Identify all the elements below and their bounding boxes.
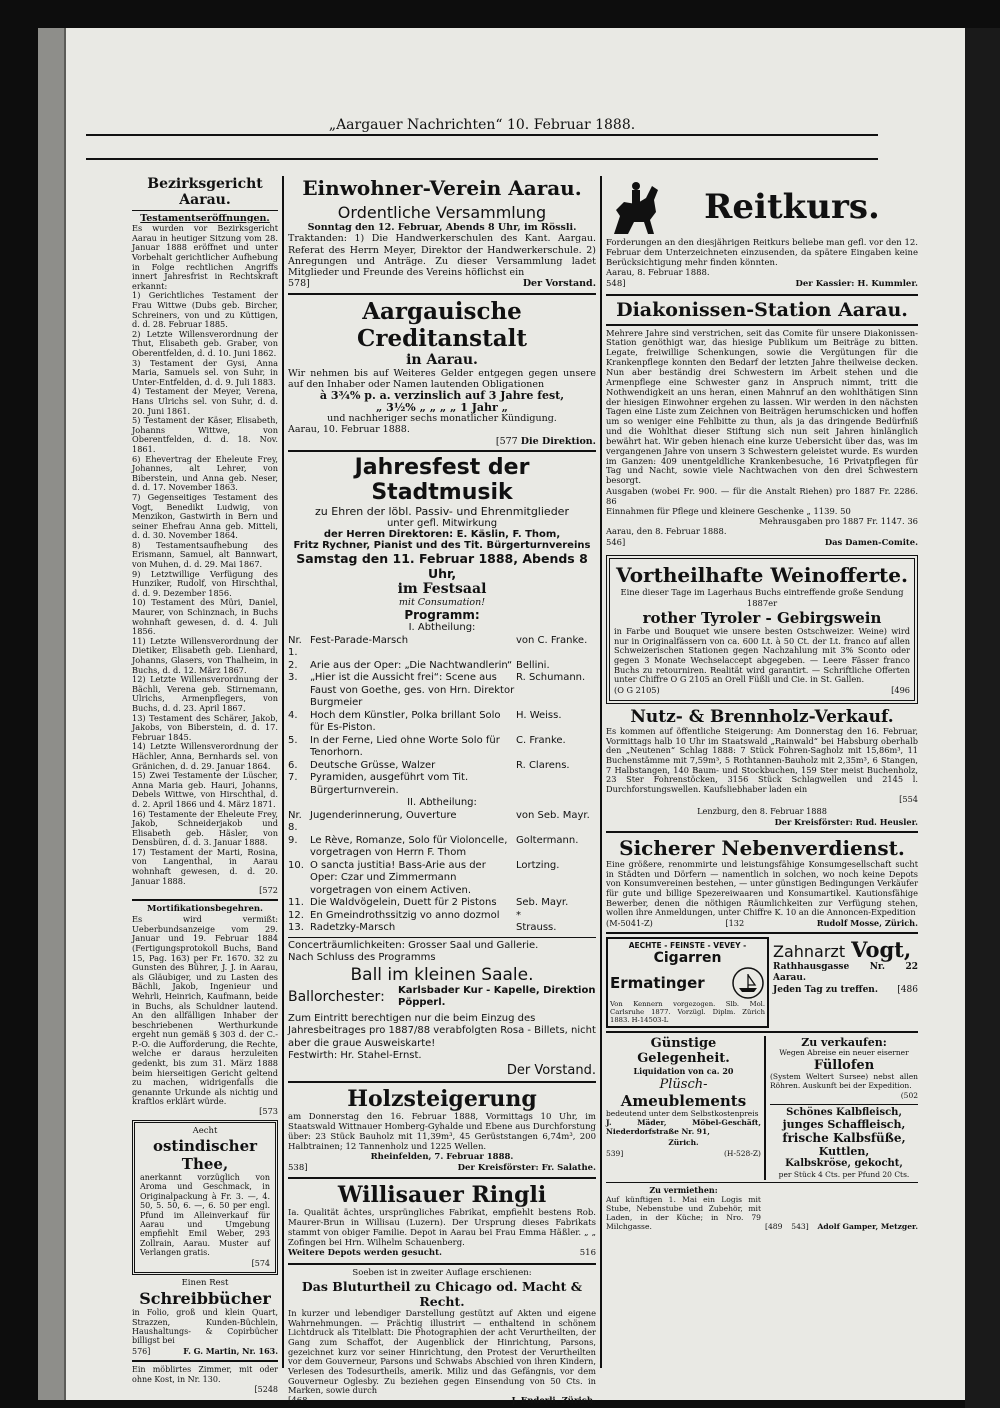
verkaufen-ad xyxy=(770,1036,918,1180)
thee-title: ostindischer Thee, xyxy=(152,1136,258,1173)
nebenverdienst-title: Sicherer Nebenverdienst. xyxy=(619,836,905,861)
cigarren-ad xyxy=(606,937,769,1028)
programm-row xyxy=(288,860,596,898)
ref-516: 516 xyxy=(579,1248,596,1259)
diakonissen-text: Mehrere Jahre sind verstrichen, seit das Comite für unsere Diakonissen-Station genöthigt war, das hiesige Publikum um Beiträge zu bitten. Legate, freiwillige Schenkungen, sowie die Vergütungen für die Krankenpflege konnten den Bedarf der letzten Jahre theilweise decken. Nun aber beständig drei Schwestern im Arbeit stehen und die Armenpflege eine Schwester ganz in Anspruch nimmt, tritt die Nothwendigkeit an uns heran, einen Mahnruf an den wohlthätigen Sinn der hiesigen Einwohner ergehen zu lassen. Wir werden in den nächsten Tagen eine Liste zum Zeichnen von Beiträgen herumschicken und hoffen um so weniger eine Fehlbitte zu thun, als ja das dringende Bedürfniß und die Wohlthat dieser Stiftung sich nun seit Jahren hinlänglich bewährt hat. Wir geben hienach eine kurze Uebersicht über das, was im vergangenen Jahre von unsern 3 Schwestern geleistet wurde. Es wurden im Ganzen: 409 unentgeldliche Krankenbesuche, 16 Privatpflegen für Tag und Nacht, sowie viele Nachtwachen von den drei Schwestern besorgt. xyxy=(606,327,918,486)
einwohnerverein-text: Traktanden: 1) Die Handwerkerschulen des Kant. Aargau. Referat des Herrn Meyer, Direktor der Handwerkerschule. 2) Anregungen und Anträge. Zu dieser Versammlung ladet Mitglieder und Freunde des Vereins höflichst ein xyxy=(288,233,596,279)
schreib-signature: F. G. Martin, Nr. 163. xyxy=(183,1345,278,1356)
blutur-text: In kurzer und lebendiger Darstellung gestützt auf Akten und eigene Wahrnehmungen. — Prächtig illustrirt — enthaltend in schönem Lichtdruck als Titelblatt: Die Photographien der acht Verurtheilten, der Gang zum Schaffot, der Augenblick der Hinrichtung, Parsons, gezeichnet kurz vor seiner Hinrichtung, den Protest der Verurtheilten vor dem Gouverneur, Parsons und Schwabs Abschied von ihren Kindern, Verlesen des Todesurtheils, amerik. Miliz und das Gefängnis, vor dem Gouverneur Oglesby. Zu beziehen gegen Einsendung von 50 Cts. in Marken, sowie durch xyxy=(288,1307,596,1396)
programm-row xyxy=(288,635,596,660)
programm-row xyxy=(288,835,596,860)
next-page-edge xyxy=(965,28,1000,1408)
stadtmusik-sub-1: zu Ehren der löbl. Passiv- und Ehrenmitglieder xyxy=(315,504,569,518)
stadtmusik-sub-4: Fritz Rychner, Pianist und des Tit. Bürgerturnvereins xyxy=(293,539,591,551)
creditanstalt-text-2: und nachheriger sechs monatlicher Kündigung. xyxy=(327,412,557,424)
horse-rider-icon xyxy=(606,176,666,238)
kalbfleisch-line-2: junges Schaffleisch, xyxy=(782,1117,906,1131)
ref-554: [554 xyxy=(899,794,918,805)
programm-number: 7. xyxy=(288,772,298,784)
brennholz-signature: Der Kreisförster: Rud. Heusler. xyxy=(774,816,918,827)
column-1 xyxy=(132,176,278,1394)
thee-ad xyxy=(132,1120,278,1275)
programm-composer xyxy=(516,772,596,797)
creditanstalt-title: Aargauische Creditanstalt xyxy=(357,297,527,352)
weinofferte-text-1: Eine dieser Tage im Lagerhaus Buchs eintreffende große Sendung 1887er xyxy=(620,586,904,608)
vermiethen-text: Auf künftigen 1. Mai ein Logis mit Stube, Nebenstube und Zubehör, mit Laden, in der Küche; in Nro. 79 Milchgasse. xyxy=(606,1195,761,1232)
ref-496: [496 xyxy=(891,684,910,695)
programm-list-1 xyxy=(288,635,596,798)
testament-item: 17) Testament der Marti, Rosina, von Langenthal, in Aarau wohnhaft gewesen, d. d. 20. Januar 1888. xyxy=(132,846,278,886)
programm-number: 13. xyxy=(288,922,304,934)
creditanstalt-date: Aarau, 10. Februar 1888. xyxy=(288,424,410,436)
verkaufen-text-2: (System Weltert Sursee) nebst allen Röhren. Auskunft bei der Expedition. xyxy=(770,1071,918,1090)
ball-title: Ball im kleinen Saale. xyxy=(350,964,534,985)
programm-work: En Gmeindrothssitzig vo anno dozmol xyxy=(310,909,500,921)
zahnarzt-label: Zahnarzt xyxy=(773,942,846,962)
testament-item: 8) Testamentsaufhebung des Erismann, Samuel, alt Bannwart, von Muhen, d. d. 29. Mai 1867. xyxy=(132,539,278,570)
programm-row xyxy=(288,772,596,797)
testament-item: 14) Letzte Willensverordnung der Hächler, Anna, Bernhards sel. von Gränichen, d. d. 29. Januar 1864. xyxy=(132,741,278,771)
entry-text: Zum Eintritt berechtigen nur die beim Einzug des Jahresbeitrages pro 1887/88 verabfolgten Rosa - Billets, nicht aber die graue Ausweiskarte! xyxy=(288,1012,596,1049)
schreib-top: Einen Rest xyxy=(181,1277,229,1288)
testament-item: 12) Letzte Willensverordnung der Bächli, Verena geb. Stirnemann, Ulrichs, Armenpflegers, von Buchs, d. d. 23. April 1867. xyxy=(132,674,278,713)
zimmer-text: Ein möblirtes Zimmer, mit oder ohne Kost, in Nr. 130. xyxy=(132,1365,278,1384)
testament-item: 13) Testament des Schärer, Jakob, Jakobs, von Biberstein, d. d. 17. Februar 1845. xyxy=(132,712,278,742)
ref-132: [132 xyxy=(725,917,745,928)
testament-item: 5) Testament der Käser, Elisabeth, Johanns Wittwe, von Oberentfelden, d. d. 18. Nov. 1861. xyxy=(132,415,278,454)
programm-number: 3. xyxy=(288,672,298,684)
programm-row xyxy=(288,810,596,835)
diakonissen-einnahmen: Einnahmen für Pflege und kleinere Geschenke „ 1139. 50 xyxy=(606,506,851,517)
vermiethen-ad xyxy=(606,1185,761,1232)
gelegenheit-amb: Ameublements xyxy=(620,1092,747,1111)
ref-489: [489 xyxy=(765,1221,783,1231)
ref-m5041z: (M-5041-Z) xyxy=(606,917,653,928)
kalbfleisch-line-4: Kuttlen, xyxy=(818,1144,870,1158)
weinofferte-ad xyxy=(606,555,918,704)
schreib-text: in Folio, groß und klein Quart, Strazzen, Kunden-Büchlein, Haushaltungs- & Copirbücher billigst bei xyxy=(132,1308,278,1346)
programm-number: 2. xyxy=(288,659,298,671)
ringli-text: Ia. Qualität ächtes, ursprüngliches Fabrikat, empfiehlt bestens Rob. Maurer-Brun in Willisau (Luzern). Der Ursprung dieses Fabrikats stammt von obiger Familie. Depot in Aarau bei Frau Emma Häßler. „ „ Zofingen bei Hrn. Wilhelm Schauenberg. xyxy=(288,1208,596,1249)
programm-work: Le Rève, Romanze, Solo für Violoncelle, vorgetragen von Herrn F. Thom xyxy=(310,834,508,859)
programm-row xyxy=(288,760,596,773)
thee-top: Aecht xyxy=(192,1125,218,1136)
programm-number: 5. xyxy=(288,734,298,746)
programm-work: Radetzky-Marsch xyxy=(310,922,396,934)
programm-number: Nr. 1. xyxy=(288,634,302,659)
ref-502: (502 xyxy=(900,1091,918,1101)
ringli-title: Willisauer Ringli xyxy=(337,1182,547,1209)
programm-composer: von C. Franke. xyxy=(516,634,588,646)
kalbfleisch-line-5: Kalbskröse, gekocht, xyxy=(785,1157,903,1169)
newspaper-header: „Aargauer Nachrichten“ 10. Februar 1888. xyxy=(328,117,636,133)
ref-539: 539] xyxy=(606,1149,624,1159)
programm-work: Hoch dem Künstler, Polka brillant Solo für Es-Piston. xyxy=(310,709,501,734)
diakonissen-date: Aarau, den 8. Februar 1888. xyxy=(606,526,727,537)
weinofferte-text-2: in Farbe und Bouquet wie unsere besten Ostschweizer. Weine) wird nur in Originalfässern von ca. 600 Lt. à 50 Ct. der Lt. franco auf allen Schweizerischen Stationen gegen Nachzahlung mit 3% Sconto oder gegen 3 Monate Wechselaccept abgegeben. — Leere Fässer franco Buchs zu retourniren. Realität wird garantirt. — Schriftliche Offerten unter Chiffre O G 2105 an Orell Füßli und Cie. in St. Gallen. xyxy=(614,626,910,685)
programm-row xyxy=(288,660,596,673)
blutur-top: Soeben ist in zweiter Auflage erschienen: xyxy=(352,1267,532,1278)
stadtmusik-place: im Festsaal xyxy=(397,580,487,597)
verkaufen-ofen: Füllofen xyxy=(813,1057,875,1073)
testament-item: 7) Gegenseitiges Testament des Vogt, Benedikt Ludwig, von Menzikon, Gastwirth in Bern und seiner Ehefrau Anna geb. Mitteli, d. d. 30. November 1864. xyxy=(132,491,278,541)
programm-list-2 xyxy=(288,810,596,935)
nebenverdienst-text: Eine größere, renommirte und leistungsfähige Konsumgesellschaft sucht in Städten und Dörfern — namentlich in solchen, wo noch keine Depots von Konsumvereinen bestehen, — unter günstigen Bedingungen Verkäufer für gute und billige Spezereiwaaren und Konsumartikel. Kautionsfähige Bewerber, denen die nöthigen Räumlichkeiten zur Verfügung stehen, wollen ihre Anmeldungen, unter Chiffre K. 10 an die Annoncen-Expedition xyxy=(606,859,918,918)
blutur-signature: J. Enderli, Zürich. xyxy=(511,1396,596,1407)
stadtmusik-title: Jahresfest der Stadtmusik xyxy=(354,454,530,505)
creditanstalt-text: Wir nehmen bis auf Weiteres Gelder entgegen gegen unsere auf den Inhaber oder Namen lautenden Obligationen xyxy=(288,367,596,391)
programm-work: Die Waldvögelein, Duett für 2 Pistons xyxy=(310,897,497,909)
gelegenheit-text: Liquidation von ca. 20 xyxy=(633,1066,734,1077)
diakonissen-signature: Das Damen-Comite. xyxy=(824,537,918,548)
programm-composer: R. Schumann. xyxy=(516,672,586,684)
zahnarzt-name: Vogt, xyxy=(851,937,912,963)
gelegenheit-title: Günstige Gelegenheit. xyxy=(637,1036,730,1067)
programm-title: Programm: xyxy=(404,608,480,623)
einwohnerverein-title: Einwohner-Verein Aarau. xyxy=(302,176,582,200)
ref-548: 548] xyxy=(606,279,626,290)
reitkurs-signature: Der Kassier: H. Kummler. xyxy=(795,279,918,290)
ref-577: [577 xyxy=(495,435,518,447)
creditanstalt-sub: in Aarau. xyxy=(406,351,478,368)
gelegenheit-firm: J. Mäder, Möbel-Geschäft, Niederdorfstraße Nr. 91, xyxy=(606,1118,761,1136)
ballorchester-name: Karlsbader Kur - Kapelle, Direktion Pöpperl. xyxy=(398,984,596,1009)
programm-composer: Strauss. xyxy=(516,922,557,934)
programm-composer: von Seb. Mayr. xyxy=(516,809,590,821)
einwohnerverein-date: Sonntag den 12. Februar, Abends 8 Uhr, im Rössli. xyxy=(307,222,577,233)
programm-composer: C. Franke. xyxy=(516,734,566,746)
creditanstalt-rate-2: „ 3½% „ „ „ „ 1 Jahr „ xyxy=(376,400,508,414)
page-spine xyxy=(38,28,66,1400)
holzsteigerung-title: Holzsteigerung xyxy=(347,1085,537,1112)
stadtmusik-sub-3: der Herren Direktoren: E. Käslin, F. Thom, xyxy=(323,528,561,540)
programm-work: Fest-Parade-Marsch xyxy=(310,634,409,646)
creditanstalt-signature: Die Direktion. xyxy=(520,435,596,447)
gelegenheit-city: Zürich. xyxy=(668,1137,699,1147)
ringli-footer: Weitere Depots werden gesucht. xyxy=(288,1248,442,1259)
weinofferte-name: rother Tyroler - Gebirgswein xyxy=(642,609,882,628)
programm-work: Pyramiden, ausgeführt vom Tit. Bürgerturnverein. xyxy=(310,772,469,796)
testament-item: 16) Testamente der Eheleute Frey, Jakob, Schneiderjakob und Elisabeth geb. Häsler, von Densbüren, d. d. 3. Januar 1888. xyxy=(132,808,278,848)
stadtmusik-sub-2: unter gefl. Mitwirkung xyxy=(386,517,498,529)
zahnarzt-ad xyxy=(773,937,918,1028)
programm-row xyxy=(288,897,596,910)
programm-number: 12. xyxy=(288,909,304,921)
gelegenheit-ad xyxy=(606,1036,766,1180)
gelegenheit-text-2: bedeutend unter dem Selbstkostenpreis xyxy=(606,1109,759,1119)
kalbfleisch-signature: Adolf Gamper, Metzger. xyxy=(817,1221,918,1231)
programm-composer: Seb. Mayr. xyxy=(516,897,569,909)
kalbfleisch-line-6: per Stück 4 Cts. per Pfund 20 Cts. xyxy=(778,1169,910,1179)
vermiethen-title: Zu vermiethen: xyxy=(649,1185,718,1196)
mortifikation-heading: Mortifikationsbegehren. xyxy=(147,903,263,914)
programm-row xyxy=(288,735,596,760)
programm-composer: Lortzing. xyxy=(516,859,560,871)
programm-number: 6. xyxy=(288,759,298,771)
brennholz-date: Lenzburg, den 8. Februar 1888 xyxy=(697,805,827,816)
programm-work: Jugenderinnerung, Ouverture xyxy=(310,809,457,821)
ref-578: 578] xyxy=(288,278,310,290)
mortifikation-text: Es wird vermißt: Ueberbundsanzeige vom 29. Januar und 19. Februar 1884 (Fertigungsprotokoll Buchs, Band 15, Pag. 163) per Fr. 1670. 32 zu Gunsten des Bührer, J. J. in Aarau, als Gläubiger, und zu Lasten des Bächli, Jakob, Ingenieur und Wehrli, Heinrich, Kaufmann, beide in Buchs, als Schuldner lautend. An den allfälligen Inhaber der beschriebenen Werthurkunde ergeht nun gemäß § 303 d. der C.-P.-O. die Aufforderung, die Rechte, welche er daraus herzuleiten gedenkt, bis zum 31. März 1888 beim hierseitigen Gericht geltend zu machen, widrigenfalls die genannte Urkunde als nichtig und kraftlos erklärt würde. xyxy=(132,914,278,1107)
testament-item: 6) Ehevertrag der Eheleute Frey, Johannes, alt Lehrer, von Biberstein, und Anna geb. Neser, d. d. 17. November 1863. xyxy=(132,453,278,493)
testament-item: 2) Letzte Willensverordnung der Thut, Elisabeth geb. Graber, von Oberentfelden, d. d. 10. Juni 1862. xyxy=(132,328,278,359)
bezirksgericht-title: Bezirksgericht Aarau. xyxy=(147,176,263,208)
einwohnerverein-signature: Der Vorstand. xyxy=(522,278,596,290)
zahnarzt-time: Jeden Tag zu treffen. xyxy=(773,984,878,995)
testament-heading: Testamentseröffnungen. xyxy=(140,213,270,224)
weinofferte-title: Vortheilhafte Weinofferte. xyxy=(616,562,908,587)
verkaufen-text: Wegen Abreise ein neuer eiserner xyxy=(779,1048,909,1058)
ref-576: 576] xyxy=(132,1346,151,1356)
concert-rooms: Concerträumlichkeiten: Grosser Saal und Gallerie. xyxy=(288,939,539,951)
ref-468: [468 xyxy=(288,1396,308,1407)
stadtmusik-date: Samstag den 11. Februar 1888, Abends 8 Uhr, xyxy=(296,550,588,581)
testament-item: 15) Zwei Testamente der Lüscher, Anna Maria geb. Hauri, Johanns, Debels Wittwe, von Hirschthal, d. d. 2. April 1866 und 4. März 1871. xyxy=(132,770,278,809)
programm-row xyxy=(288,672,596,710)
schreib-title: Schreibbücher xyxy=(139,1289,271,1309)
programm-number: 10. xyxy=(288,859,304,871)
programm-abt-2: II. Abtheilung: xyxy=(407,797,477,809)
programm-composer: Goltermann. xyxy=(516,834,579,846)
after-program: Nach Schluss des Programms xyxy=(288,952,436,964)
header-rule-top xyxy=(86,134,878,136)
stadtmusik-consumation: mit Consumation! xyxy=(398,596,486,608)
ref-538: 538] xyxy=(288,1162,308,1173)
programm-number: 11. xyxy=(288,897,304,909)
programm-row xyxy=(288,910,596,923)
zahnarzt-address: Rathhausgasse Nr. 22 Aarau. xyxy=(773,962,918,984)
diakonissen-mehr: Mehrausgaben pro 1887 Fr. 1147. 36 xyxy=(759,516,918,527)
header-rule-bottom xyxy=(86,158,878,160)
testament-item: 4) Testament der Meyer, Verena, Hans Ulrichs sel. von Suhr, d. d. 20. Juni 1861. xyxy=(132,386,278,416)
diakonissen-title: Diakonissen-Station Aarau. xyxy=(616,298,908,321)
programm-row xyxy=(288,710,596,735)
trademark-ship-icon xyxy=(731,966,765,1000)
column-divider-2 xyxy=(600,176,602,1368)
ref-543: 543] xyxy=(791,1221,809,1231)
testament-item: 10) Testament des Müri, Daniel, Maurer, von Schinznach, in Buchs wohnhaft gewesen, d. d. 4. Juli 1856. xyxy=(132,597,278,637)
reitkurs-text: Forderungen an den diesjährigen Reitkurs beliebe man gefl. vor den 12. Februar dem Unterzeichneten einzusenden, da spätere Eingaben keine Berücksichtigung mehr finden könnten. xyxy=(606,238,918,268)
ref-5248: [5248 xyxy=(254,1384,278,1394)
programm-composer: R. Clarens. xyxy=(516,759,570,771)
programm-row xyxy=(288,922,596,935)
programm-number: 9. xyxy=(288,834,298,846)
testament-item: 11) Letzte Willensverordnung der Dietiker, Elisabeth geb. Lienhard, Johanns, Glasers, von Thalheim, in Buchs, d. d. 12. März 1867. xyxy=(132,635,278,675)
verkaufen-title: Zu verkaufen: xyxy=(801,1036,887,1050)
ref-546: 546] xyxy=(606,537,626,548)
programm-work: „Hier ist die Aussicht frei“: Scene aus Faust von Goethe, ges. von Hrn. Direktor Burgmeier xyxy=(310,672,515,709)
programm-number: Nr. 8. xyxy=(288,809,302,834)
kalbfleisch-line-3: frische Kalbsfüße, xyxy=(782,1130,906,1145)
ballorchester-label: Ballorchester: xyxy=(288,989,385,1006)
ref-574: [574 xyxy=(251,1258,270,1268)
holzsteigerung-text: am Donnerstag den 16. Februar 1888, Vormittags 10 Uhr, im Staatswald Wittnauer Homberg-Gyhalde und Ebene aus Durchforstung über: 23 Stück Bauholz mit 11,39m³, 45 Gerüststangen 6,74m³, 200 Halbtrainen; 12 Tannenholz und 1225 Wellen. xyxy=(288,1111,596,1152)
reitkurs-title: Reitkurs. xyxy=(704,187,880,227)
column-2 xyxy=(288,176,596,1407)
brennholz-text: Es kommen auf öffentliche Steigerung: Am Donnerstag den 16. Februar, Vormittags halb 10 Uhr im Staatswald „Rainwald“ bei Habsburg oberhalb den „Neutenen“ Schlag 1888: 7 Stück Fohren-Sagholz mit 15,86m³, 11 Buchenstämme mit 7,59m³, 5 Rothtannen-Bauholz mit 2,35m³, 6 Stangen, 7 Halbstangen, 140 Baum- und Stockbuchen, 159 Ster meist Buchenholz, 23 Ster Fohrenstöcken, 3156 Stück Schlagwellen und 2145 l. Durchforstungswellen. Kaufsliebhaber laden ein xyxy=(606,726,918,794)
testament-intro: Es wurden vor Bezirksgericht Aarau in heutiger Sitzung vom 28. Januar 1888 eröffnet und unter Vorbehalt gerichtlicher Aufhebung in Folge rechtlichen Angriffs innert Jahresfrist in Rechtskraft erkannt: xyxy=(132,223,278,291)
ref-573: [573 xyxy=(259,1106,278,1117)
cigarren-mid: Cigarren xyxy=(653,950,722,967)
programm-composer: H. Weiss. xyxy=(516,709,562,721)
ref-h528z: (H-528-Z) xyxy=(724,1149,761,1159)
programm-number: 4. xyxy=(288,709,298,721)
testament-item: 3) Testament der Gysi, Anna Maria, Samuels sel. von Suhr, in Unter-Entfelden, d. d. 9. Juli 1883. xyxy=(132,357,278,387)
testament-item: 1) Gerichtliches Testament der Frau Wittwe (Dubs geb. Bircher, Schreiners, von und zu Küttigen, d. d. 28. Februar 1885. xyxy=(132,290,278,330)
ref-og-2105: (O G 2105) xyxy=(614,684,660,695)
programm-work: O sancta justitia! Bass-Arie aus der Oper: Czar und Zimmermann vorgetragen von einem Activen. xyxy=(310,859,486,896)
testament-item: 9) Letztwillige Verfügung des Hunziker, Rudolf, von Hirschthal, d. d. 9. Dezember 1856. xyxy=(132,568,278,598)
holzsteigerung-signature: Der Kreisförster: Fr. Salathe. xyxy=(457,1162,596,1173)
cigarren-top: AECHTE - FEINSTE - VEVEY - xyxy=(628,941,747,951)
programm-work: In der Ferne, Lied ohne Worte Solo für Tenorhorn. xyxy=(310,734,500,759)
programm-work: Arie aus der Oper: „Die Nachtwandlerin“ xyxy=(310,659,513,671)
cigarren-text: Von Kennern vorgezogen. Slb. Mol. Carlsruhe 1877. Vorzügl. Diplm. Zürich 1883. H-14503-L xyxy=(610,1000,765,1025)
gelegenheit-plush: Plüsch- xyxy=(659,1077,708,1093)
column-divider-1 xyxy=(282,176,284,1368)
thee-text: anerkannt vorzüglich von Aroma und Geschmack, in Originalpackung à Fr. 3. —, 4. 50, 5. 50, 6. —, 6. 50 per engl. Pfund im Alleinverkauf für Aarau und Umgebung empfiehlt Emil Weber, 293 Zollrain, Aarau. Muster auf Verlangen gratis. xyxy=(140,1172,270,1258)
testament-list xyxy=(132,291,278,886)
programm-work: Deutsche Grüsse, Walzer xyxy=(310,759,436,771)
festwirth: Festwirth: Hr. Stahel-Ernst. xyxy=(288,1050,422,1062)
creditanstalt-rate-1: à 3¾% p. a. verzinslich auf 3 Jahre fest, xyxy=(319,389,565,403)
reitkurs-date: Aarau, 8. Februar 1888. xyxy=(606,268,710,278)
programm-composer: Bellini. xyxy=(516,659,550,671)
diakonissen-ausgaben: Ausgaben (wobei Fr. 900. — für die Anstalt Riehen) pro 1887 Fr. 2286. 86 xyxy=(606,486,918,507)
brennholz-title: Nutz- & Brennholz-Verkauf. xyxy=(630,707,894,728)
holzsteigerung-date: Rheinfelden, 7. Februar 1888. xyxy=(370,1151,514,1162)
blutur-title: Das Bluturtheil zu Chicago od. Macht & Recht. xyxy=(301,1278,583,1309)
cigarren-name: Ermatinger xyxy=(610,974,705,993)
einwohnerverein-sub: Ordentliche Versammlung xyxy=(337,203,547,222)
ref-572: [572 xyxy=(259,885,278,896)
nebenverdienst-signature: Rudolf Mosse, Zürich. xyxy=(816,917,918,928)
ref-486: [486 xyxy=(897,984,918,995)
programm-abt-1: I. Abtheilung: xyxy=(408,622,476,634)
programm-composer: * xyxy=(516,909,521,921)
column-3 xyxy=(606,176,918,1378)
stadtmusik-signature: Der Vorstand. xyxy=(506,1062,596,1078)
kalbfleisch-title: Schönes Kalbfleisch, xyxy=(786,1106,902,1118)
